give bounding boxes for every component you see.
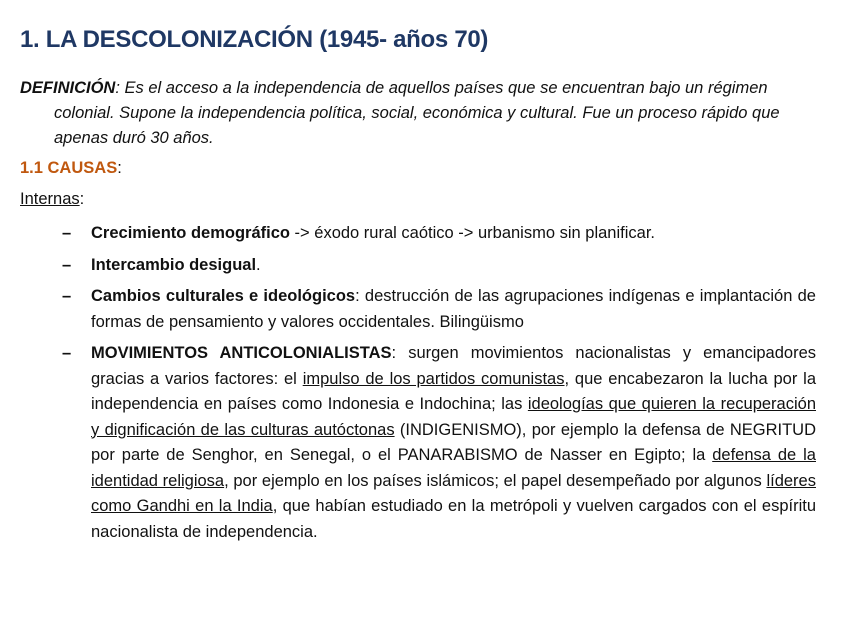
definition-lead <box>20 79 120 97</box>
section-heading-colon: : <box>117 159 122 177</box>
causes-list <box>20 221 816 551</box>
list-item-movimientos <box>20 341 816 545</box>
bullet-text: , por ejemplo en los países islámicos; el papel desempeñado por algunos <box>224 471 767 490</box>
definition-text: Es el acceso a la independencia de aquellos países que se encuentran bajo un régimen colonial. Supone la independencia política, social, económica y cultural. Fue un proceso rápido que apenas duró 30 años. <box>54 79 780 147</box>
subsection-colon: : <box>79 190 85 208</box>
bullet-text: (INDIGENISMO), por ejemplo la defensa de NEGRITUD por parte de Senghor, en Senegal, o el PANARABISMO de Nasser en Egipto; la <box>91 420 816 464</box>
subsection-heading-internas <box>20 190 84 209</box>
bullet-text: : surgen movimientos nacionalistas y emancipadores gracias a varios factores: el <box>91 344 817 388</box>
subsection-label: Internas <box>20 190 80 208</box>
definition-paragraph <box>20 76 810 151</box>
bullet-dash: – <box>62 224 72 242</box>
definition-separator: : <box>115 79 120 97</box>
section-heading-label: 1.1 CAUSAS <box>20 159 118 177</box>
underlined-phrase: impulso de los partidos comunistas <box>302 369 565 388</box>
bullet-dash: – <box>62 255 72 274</box>
bullet-dash: – <box>62 344 72 362</box>
bullet-text: . <box>256 255 261 274</box>
list-item-crecimiento <box>20 221 816 247</box>
bullet-text: -> éxodo rural caótico -> urbanismo sin planificar. <box>289 224 655 242</box>
underlined-phrase: defensa de la identidad religiosa <box>91 446 816 490</box>
section-heading-causas <box>20 159 122 178</box>
page-title: 1. LA DESCOLONIZACIÓN (1945- años 70) <box>20 26 489 53</box>
bullet-text: : destrucción de las agrupaciones indígenas e implantación de formas de pensamiento y valores occidentales. Bilingüismo <box>91 287 816 331</box>
bullet-bold: Crecimiento demográfico <box>91 224 290 242</box>
list-item-cambios-culturales <box>20 284 816 335</box>
list-item-intercambio <box>20 253 816 279</box>
bullet-dash: – <box>62 287 72 305</box>
bullet-text: , que encabezaron la lucha por la independencia en países como Indonesia e Indochina; las <box>91 369 816 413</box>
bullet-bold: Cambios culturales e ideológicos <box>91 287 356 305</box>
bullet-bold: MOVIMIENTOS ANTICOLONIALISTAS <box>91 344 392 362</box>
bullet-bold: Intercambio desigual <box>91 255 257 274</box>
underlined-phrase: ideologías que quieren la recuperación y dignificación de las culturas autóctonas <box>91 395 816 439</box>
bullet-text: , que habían estudiado en la metrópoli y vuelven cargados con el espíritu nacionalista de independencia. <box>91 497 816 541</box>
definition-term: DEFINICIÓN <box>20 79 116 97</box>
underlined-phrase: líderes como Gandhi en la India <box>91 471 816 515</box>
